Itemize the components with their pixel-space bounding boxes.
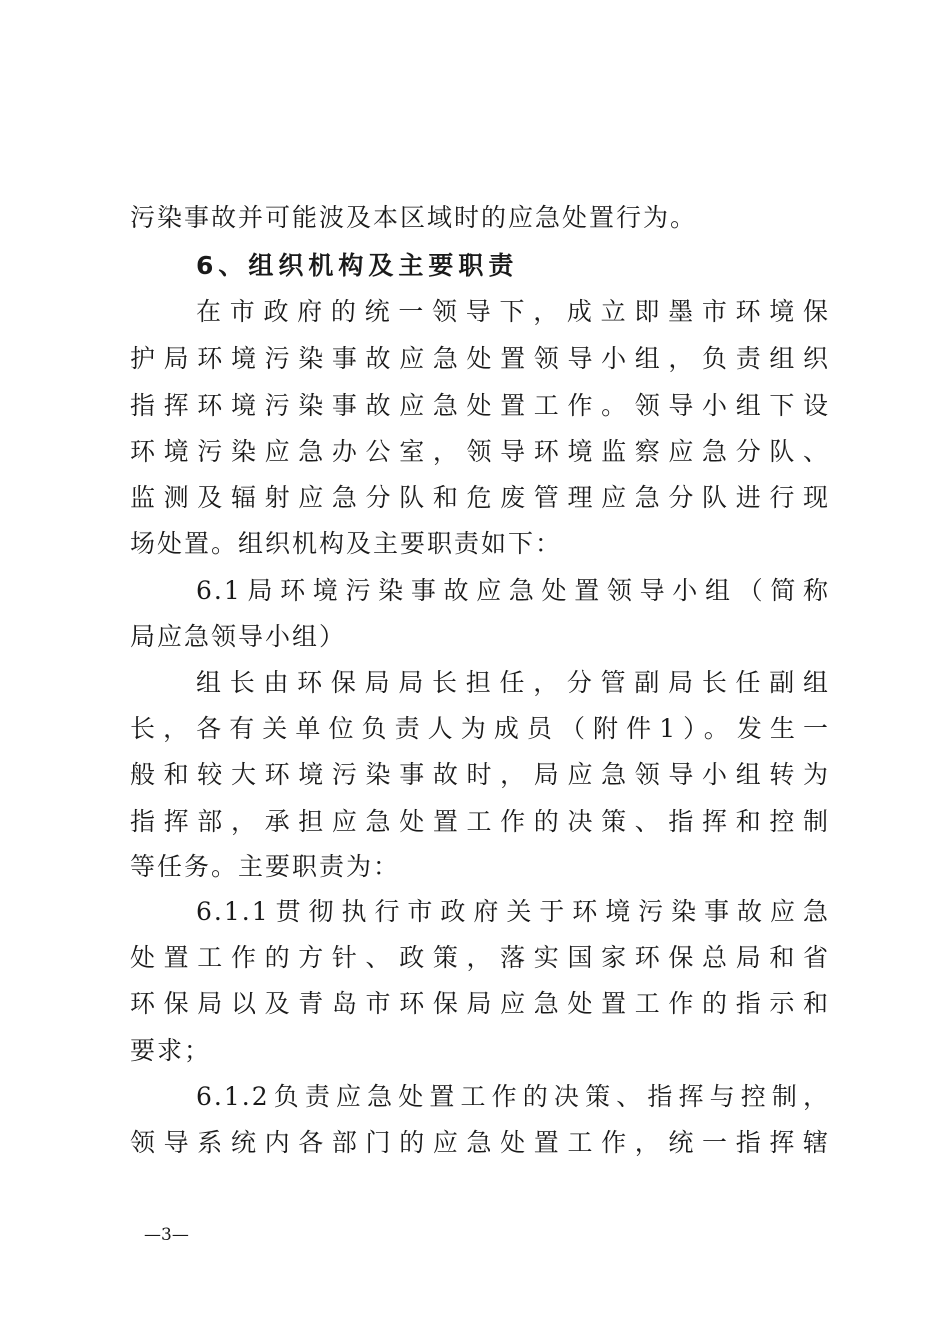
list-item-line: 6.1.2负责应急处置工作的决策、指挥与控制， [196, 1082, 830, 1111]
paragraph-line: 等任务。主要职责为： [130, 852, 401, 881]
list-item-line: 领导系统内各部门的应急处置工作，统一指挥辖 [130, 1128, 830, 1157]
paragraph-line: 污染事故并可能波及本区域时的应急处置行为。 [130, 203, 698, 232]
paragraph-line: 长，各有关单位负责人为成员（附件1）。发生一 [130, 714, 830, 743]
subsection-heading: 6.1局环境污染事故应急处置领导小组（简称 [196, 576, 830, 605]
section-heading: 6、组织机构及主要职责 [196, 251, 519, 280]
paragraph-line: 在市政府的统一领导下，成立即墨市环境保 [196, 297, 830, 326]
paragraph-line: 场处置。组织机构及主要职责如下： [130, 529, 563, 558]
list-item-line: 环保局以及青岛市环保局应急处置工作的指示和 [130, 989, 830, 1018]
paragraph-line: 指挥部，承担应急处置工作的决策、指挥和控制 [130, 807, 830, 836]
page-number: —3— [144, 1225, 189, 1245]
list-item-line: 处置工作的方针、政策，落实国家环保总局和省 [130, 943, 830, 972]
list-item-line: 6.1.1贯彻执行市政府关于环境污染事故应急 [196, 897, 830, 926]
paragraph-line: 环境污染应急办公室，领导环境监察应急分队、 [130, 437, 830, 466]
paragraph-line: 组长由环保局局长担任，分管副局长任副组 [196, 668, 830, 697]
paragraph-line: 护局环境污染事故应急处置领导小组，负责组织 [130, 344, 830, 373]
subsection-heading-cont: 局应急领导小组） [130, 622, 347, 651]
list-item-line: 要求； [130, 1036, 212, 1065]
paragraph-line: 监测及辐射应急分队和危废管理应急分队进行现 [130, 483, 830, 512]
paragraph-line: 般和较大环境污染事故时，局应急领导小组转为 [130, 760, 830, 789]
paragraph-line: 指挥环境污染事故应急处置工作。领导小组下设 [130, 391, 830, 420]
